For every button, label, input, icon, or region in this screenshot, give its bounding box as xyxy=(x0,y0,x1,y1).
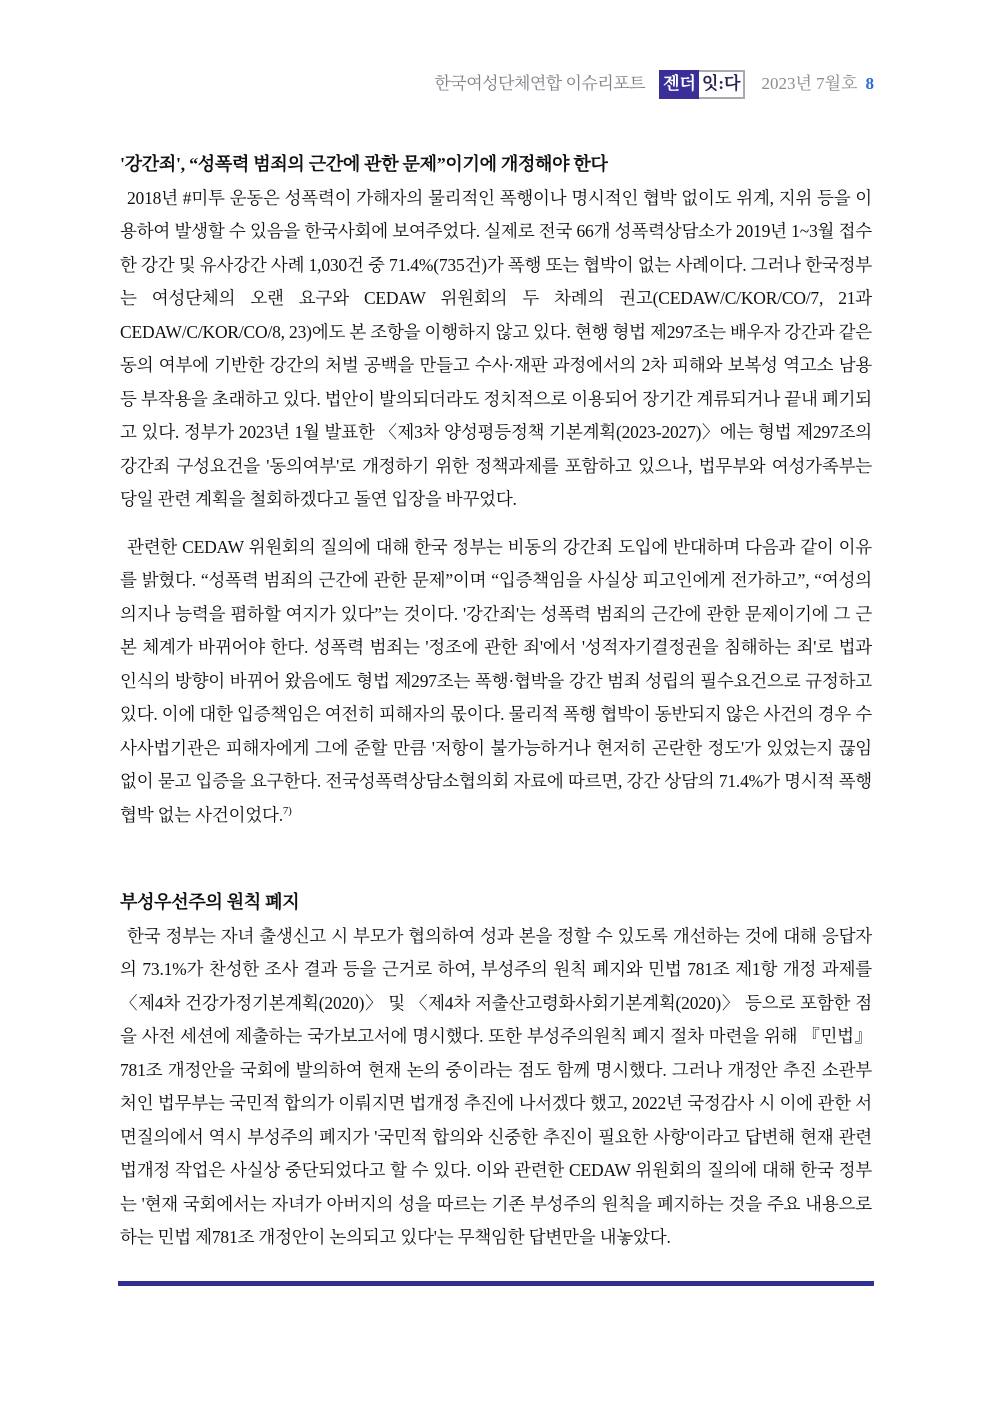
section2-heading: 부성우선주의 원칙 폐지 xyxy=(120,892,300,912)
issue-date: 2023년 7월호 xyxy=(761,74,858,93)
section2-paragraph-1 xyxy=(120,920,872,1255)
logo-filled-part: 젠더 xyxy=(659,70,699,99)
section1-paragraph-2 xyxy=(120,531,872,833)
publication-name: 한국여성단체연합 이슈리포트 xyxy=(434,74,646,93)
section1-heading: '강간죄', “성폭력 범죄의 근간에 관한 문제”이기에 개정해야 한다 xyxy=(120,154,608,174)
page-number: 8 xyxy=(865,74,874,93)
page-header xyxy=(120,70,874,99)
section1-paragraph-1 xyxy=(120,182,872,517)
footnote-marker-7: 7) xyxy=(282,804,292,817)
genderitda-logo xyxy=(659,70,745,99)
paragraph-text: 한국 정부는 자녀 출생신고 시 부모가 협의하여 성과 본을 정할 수 있도록 개선하는 것에 대해 응답자의 73.1%가 찬성한 조사 결과 등을 근거로 하여, 부성주의 원칙 폐지와 민법 781조 제1항 개정 과제를 〈제4차 건강가정기본계획(2020)〉 및 〈제4차 저출산고령화사회기본계획(2020)〉 등으로 포함한 점을 사전 세션에 제출하는 국가보고서에 명시했다. 또한 부성주의원칙 폐지 절차 마련을 위해 『민법』 781조 개정안을 국회에 발의하여 현재 논의 중이라는 점도 함께 명시했다. 그러나 개정안 추진 소관부처인 법무부는 국민적 합의가 이뤄지면 법개정 추진에 나서겠다 했고, 2022년 국정감사 시 이에 관한 서면질의에서 역시 부성주의 폐지가 '국민적 합의와 신중한 추진이 필요한 사항'이라고 답변해 현재 관련 법개정 작업은 사실상 중단되었다고 할 수 있다. 이와 관련한 CEDAW 위원회의 질의에 대해 한국 정부는 '현재 국회에서는 자녀가 아버지의 성을 따르는 기존 부성주의 원칙을 폐지하는 것을 주요 내용으로 하는 민법 제781조 개정안이 논의되고 있다'는 무책임한 답변만을 내놓았다. xyxy=(120,925,873,1247)
footer-divider xyxy=(118,1281,874,1286)
article-body xyxy=(120,148,872,1255)
logo-outline-part: 잇:다 xyxy=(699,70,746,99)
paragraph-text: 관련한 CEDAW 위원회의 질의에 대해 한국 정부는 비동의 강간죄 도입에 반대하며 다음과 같이 이유를 밝혔다. “성폭력 범죄의 근간에 관한 문제”이며 “입증책임을 사실상 피고인에게 전가하고”, “여성의 의지나 능력을 폄하할 여지가 있다”는 것이다. '강간죄'는 성폭력 범죄의 근간에 관한 문제이기에 그 근본 체계가 바뀌어야 한다. 성폭력 범죄는 '정조에 관한 죄'에서 '성적자기결정권을 침해하는 죄'로 법과 인식의 방향이 바뀌어 왔음에도 형법 제297조는 폭행·협박을 강간 범죄 성립의 필수요건으로 규정하고 있다. 이에 대한 입증책임은 여전히 피해자의 몫이다. 물리적 폭행 협박이 동반되지 않은 사건의 경우 수사사법기관은 피해자에게 그에 준할 만큼 '저항이 불가능하거나 현저히 곤란한 정도'가 있었는지 끊임없이 묻고 입증을 요구한다. 전국성폭력상담소협의회 자료에 따르면, 강간 상담의 71.4%가 명시적 폭행 협박 없는 사건이었다. xyxy=(120,536,872,825)
paragraph-text: 2018년 #미투 운동은 성폭력이 가해자의 물리적인 폭행이나 명시적인 협박 없이도 위계, 지위 등을 이용하여 발생할 수 있음을 한국사회에 보여주었다. 실제로 전국 66개 성폭력상담소가 2019년 1~3월 접수한 강간 및 유사강간 사례 1,030건 중 71.4%(735건)가 폭행 또는 협박이 없는 사례이다. 그러나 한국정부는 여성단체의 오랜 요구와 CEDAW 위원회의 두 차례의 권고(CEDAW/C/KOR/CO/7, 21과 CEDAW/C/KOR/CO/8, 23)에도 본 조항을 이행하지 않고 있다. 현행 형법 제297조는 배우자 강간과 같은 동의 여부에 기반한 강간의 처벌 공백을 만들고 수사·재판 과정에서의 2차 피해와 보복성 역고소 남용 등 부작용을 초래하고 있다. 법안이 발의되더라도 정치적으로 이용되어 장기간 계류되거나 끝내 폐기되고 있다. 정부가 2023년 1월 발표한 〈제3차 양성평등정책 기본계획(2023-2027)〉에는 형법 제297조의 강간죄 구성요건을 '동의여부'로 개정하기 위한 정책과제를 포함하고 있으나, 법무부와 여성가족부는 당일 관련 계획을 철회하겠다고 돌연 입장을 바꾸었다. xyxy=(120,187,872,509)
